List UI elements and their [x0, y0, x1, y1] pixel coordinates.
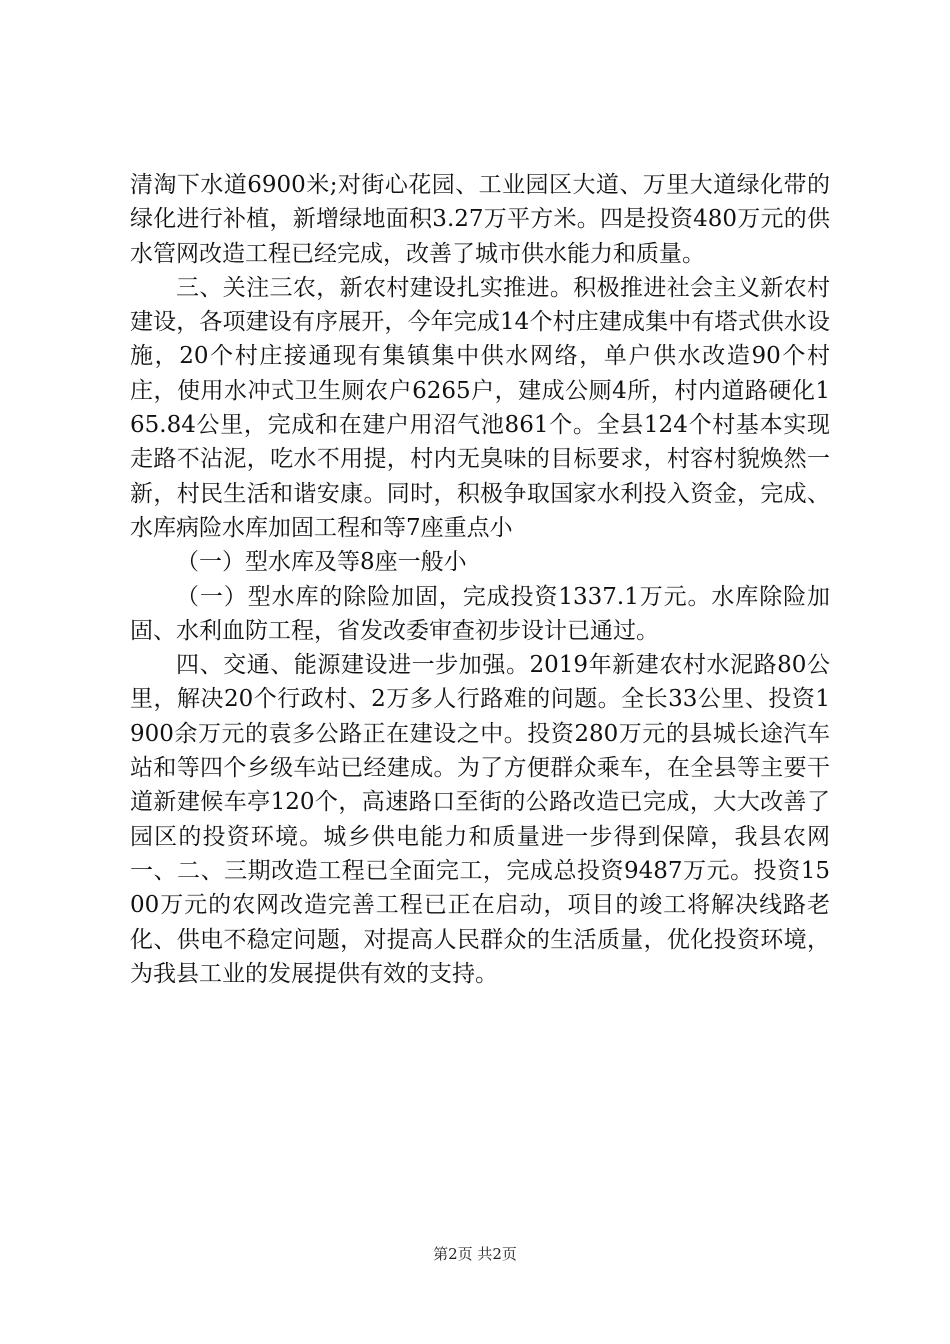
paragraph-reservoir-general: （一）型水库及等8座一般小: [176, 549, 467, 576]
paragraph-reservoir-reinforcement: （一）型水库的除险加固，完成投资1337.1万元。水库除险加固、水利血防工程，省发改委审查初步设计已通过。: [130, 583, 830, 644]
page-number-footer: 第2页 共2页: [433, 1245, 517, 1263]
paragraph-transport-energy: 四、交通、能源建设进一步加强。2019年新建农村水泥路80公里，解决20个行政村、2万多人行路难的问题。全长33公里、投资1900余万元的袁多公路正在建设之中。投资280万元的县城长途汽车站和等四个乡级车站已经建成。为了方便群众乘车，在全县等主要干道新建候车亭120个，高速路口至街的公路改造已完成，大大改善了园区的投资环境。城乡供电能力和质量进一步得到保障，我县农网一、二、三期改造工程已全面完工，完成总投资9487万元。投资1500万元的农网改造完善工程已正在启动，项目的竣工将解决线路老化、供电不稳定问题，对提高人民群众的生活质量，优化投资环境，为我县工业的发展提供有效的支持。: [130, 652, 830, 987]
document-body: [130, 168, 830, 991]
paragraph-rural-construction: 三、关注三农，新农村建设扎实推进。积极推进社会主义新农村建设，各项建设有序展开，今年完成14个村庄建成集中有塔式供水设施，20个村庄接通现有集镇集中供水网络，单户供水改造90个村庄，使用水冲式卫生厕农户6265户，建成公厕4所，村内道路硬化165.84公里，完成和在建户用沼气池861个。全县124个村基本实现走路不沾泥，吃水不用提，村内无臭味的目标要求，村容村貌焕然一新，村民生活和谐安康。同时，积极争取国家水利投入资金，完成、水库病险水库加固工程和等7座重点小: [130, 274, 830, 541]
paragraph-continuation: 清淘下水道6900米;对街心花园、工业园区大道、万里大道绿化带的绿化进行补植，新增绿地面积3.27万平方米。四是投资480万元的供水管网改造工程已经完成，改善了城市供水能力和质量。: [130, 172, 830, 267]
